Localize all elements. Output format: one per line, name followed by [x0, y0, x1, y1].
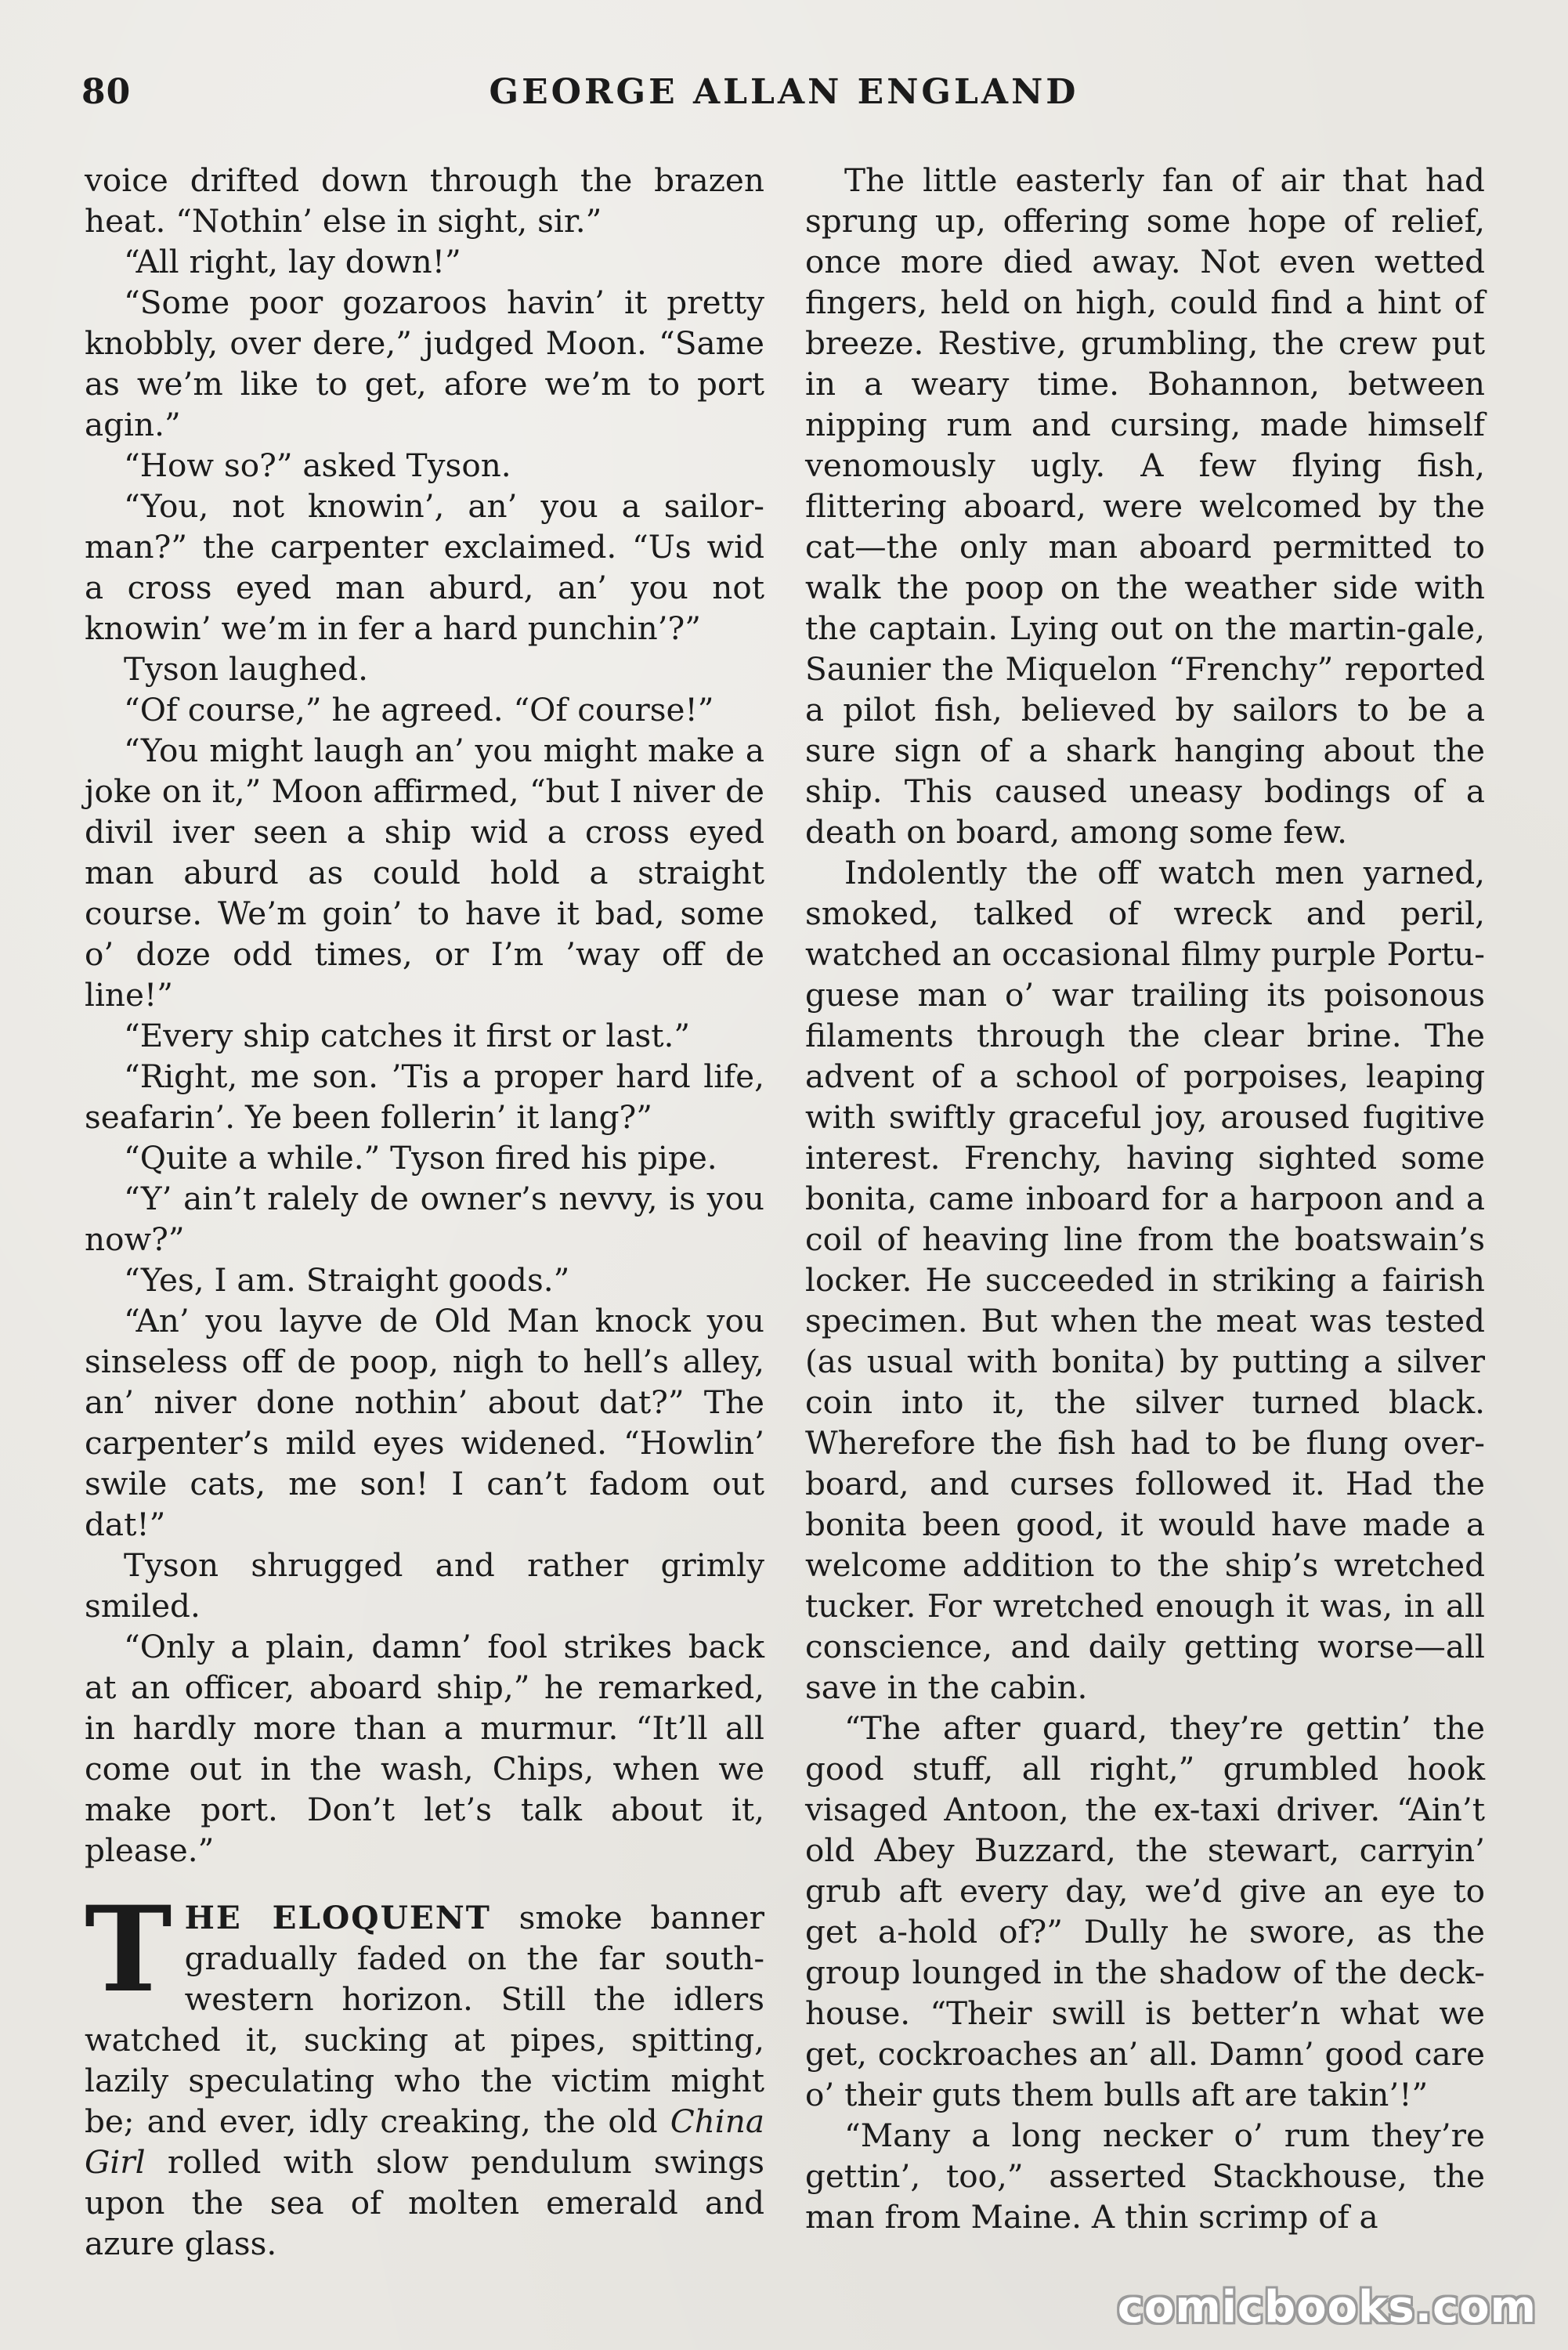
paragraph: “Of course,” he agreed. “Of course!” — [124, 691, 714, 728]
right-column — [805, 160, 1485, 2237]
running-title: GEORGE ALLAN ENGLAND — [489, 72, 1079, 112]
paragraph: The little easterly fan of air that had sprung up, offering some hope of relief, once more died away. Not even wetted fingers, held on high, could find a hint of breeze. Restive, grumbling, the crew put in a weary time. Bohannon, between nipping rum and cursing, made himself venomously ugly. A few flying fish, flittering aboard, were welcomed by the cat—the only man aboard permitted to walk the poop on the weather side with the captain. Lying out on the martin-gale, Saunier the Miquelon “Frenchy” reported a pilot fish, believed by sailors to be a sure sign of a shark hanging about the ship. This caused uneasy bodings of a death on board, among some few. — [805, 161, 1485, 851]
paragraph: Tyson laughed. — [124, 650, 368, 688]
section-text: smoke banner gradually faded on the far south-western horizon. Still the idlers watched it, sucking at pipes, spitting, lazily speculating who the victim might be; and ever, idly creaking, the old — [85, 1899, 764, 2140]
left-column — [85, 160, 764, 2264]
drop-cap: T — [85, 1881, 172, 2019]
paragraph: “Every ship catches it first or last.” — [124, 1017, 691, 1054]
paragraph: “Right, me son. ’Tis a proper hard life, seafarin’. Ye been follerin’ it lang?” — [85, 1058, 764, 1136]
paragraph: “Many a long necker o’ rum they’re gettin’, too,” asserted Stackhouse, the man from Maine. A thin scrimp of a — [805, 2117, 1485, 2236]
paragraph: “All right, lay down!” — [124, 243, 461, 280]
paragraph: “Yes, I am. Straight goods.” — [124, 1261, 570, 1299]
page-number: 80 — [81, 72, 132, 112]
paragraph: “An’ you layve de Old Man knock you sinseless off de poop, nigh to hell’s alley, an’ niver done nothin’ about dat?” The carpenter’s mild eyes widened. “Howlin’ swile cats, me son! I can’t fadom out dat!” — [85, 1302, 764, 1543]
section-opening-paragraph — [85, 1881, 764, 2264]
ship-name: China Girl — [85, 2102, 764, 2181]
watermark: comicbooks.com — [1117, 2282, 1537, 2333]
paragraph: “Y’ ain’t ralely de owner’s nevvy, is you now?” — [85, 1180, 764, 1258]
paragraph: Tyson shrugged and rather grimly smiled. — [85, 1546, 764, 1625]
paragraph: voice drifted down through the brazen heat. “Nothin’ else in sight, sir.” — [85, 161, 764, 240]
paragraph: “You might laugh an’ you might make a joke on it,” Moon affirmed, “but I niver de divil iver seen a ship wid a cross eyed man aburd as could hold a straight course. We’m goin’ to have it bad, some o’ doze odd times, or I’m ’way off de line!” — [85, 732, 764, 1014]
paragraph: Indolently the off watch men yarned, smoked, talked of wreck and peril, watched an occasional filmy purple Portu-guese man o’ war trailing its poisonous filaments through the clear brine. The advent of a school of porpoises, leaping with swiftly graceful joy, aroused fugitive interest. Frenchy, having sighted some bonita, came inboard for a harpoon and a coil of heaving line from the boatswain’s locker. He succeeded in striking a fairish specimen. But when the meat was tested (as usual with bonita) by putting a silver coin into it, the silver turned black. Wherefore the fish had to be flung over-board, and curses followed it. Had the bonita been good, it would have made a welcome addition to the ship’s wretched tucker. For wretched enough it was, in all conscience, and daily getting worse—all save in the cabin. — [805, 854, 1485, 1706]
page-header — [81, 72, 1487, 119]
paragraph: “Only a plain, damn’ fool strikes back at an officer, aboard ship,” he remarked, in hardly more than a murmur. “It’ll all come out in the wash, Chips, when we make port. Don’t let’s talk about it, please.” — [85, 1628, 764, 1869]
section-text: rolled with slow pendulum swings upon the sea of molten emerald and azure glass. — [85, 2143, 764, 2262]
paragraph: “Some poor gozaroos havin’ it pretty knobbly, over dere,” judged Moon. “Same as we’m like to get, afore we’m to port agin.” — [85, 284, 764, 443]
paragraph: “The after guard, they’re gettin’ the good stuff, all right,” grumbled hook visaged Antoon, the ex-taxi driver. “Ain’t old Abey Buzzard, the stewart, carryin’ grub aft every day, we’d give an eye to get a-hold of?” Dully he swore, as the group lounged in the shadow of the deck-house. “Their swill is better’n what we get, cockroaches an’ all. Damn’ good care o’ their guts them bulls aft are takin’!” — [805, 1709, 1485, 2113]
paragraph: “You, not knowin’, an’ you a sailor-man?” the carpenter exclaimed. “Us wid a cross eyed man aburd, an’ you not knowin’ we’m in fer a hard punchin’?” — [85, 487, 764, 647]
lead-in-caps: HE ELOQUENT — [184, 1899, 491, 1936]
paragraph: “How so?” asked Tyson. — [124, 446, 511, 484]
paragraph: “Quite a while.” Tyson fired his pipe. — [124, 1139, 717, 1177]
